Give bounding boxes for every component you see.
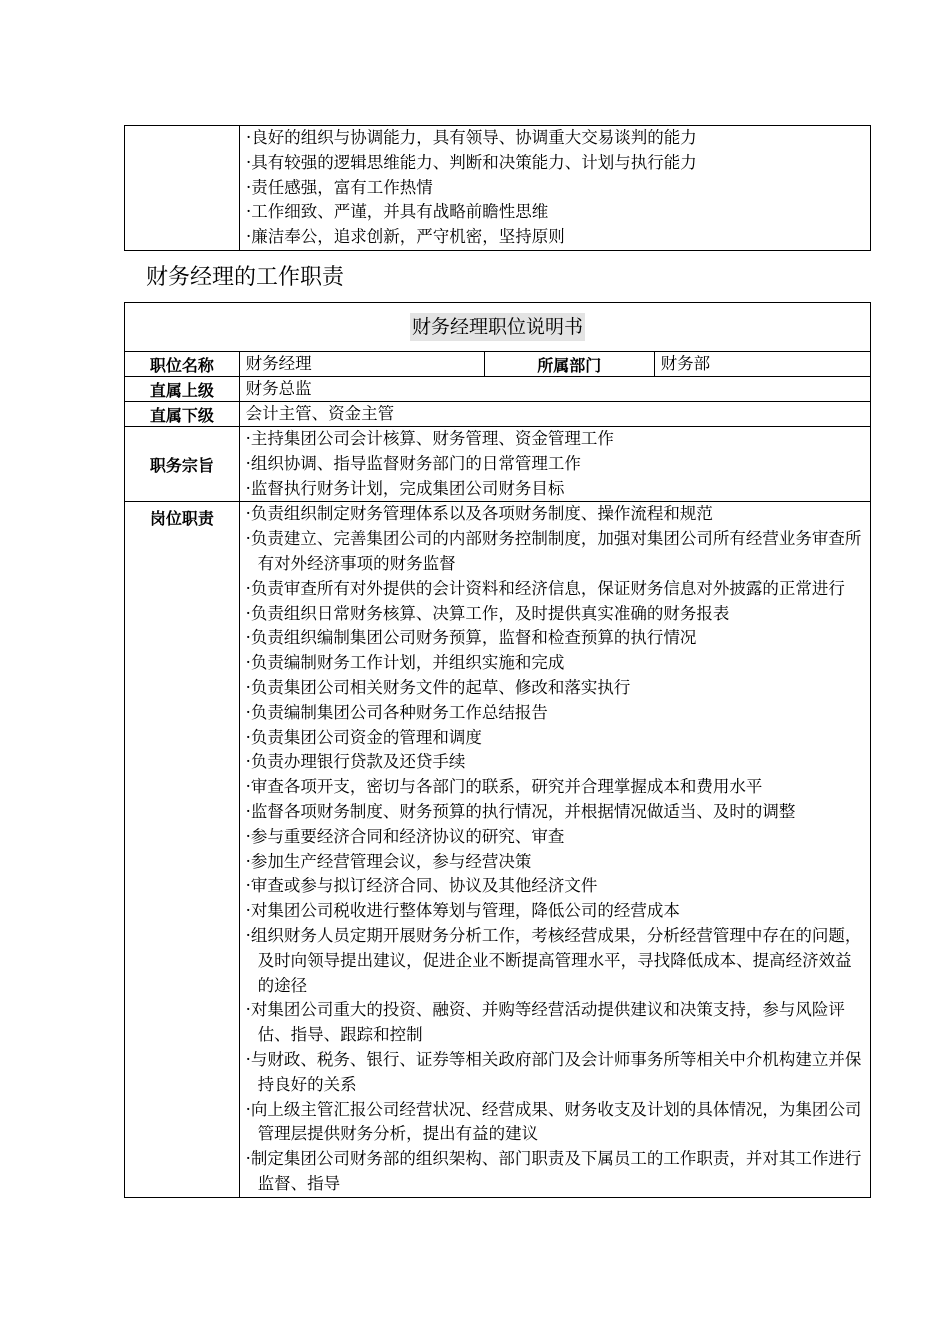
department-value: 财务部 [660, 354, 711, 373]
duties-list [239, 502, 870, 1197]
duties-label-cell [125, 502, 240, 1197]
duty-item: ·负责组织编制集团公司财务预算，监督和检查预算的执行情况 [245, 628, 697, 648]
subordinate-label-cell [125, 402, 240, 427]
duty-item: ·与财政、税务、银行、证券等相关政府部门及会计师事务所等相关中介机构建立并保持良好的关系 [245, 1049, 862, 1094]
doc-title-cell [125, 303, 871, 352]
duty-item: ·监督各项财务制度、财务预算的执行情况，并根据情况做适当、及时的调整 [245, 801, 796, 821]
duty-item: ·审查或参与拟订经济合同、协议及其他经济文件 [245, 876, 598, 896]
department-label-cell [484, 352, 654, 377]
duty-item: ·负责集团公司资金的管理和调度 [245, 727, 482, 747]
position-value: 财务经理 [245, 354, 312, 373]
position-label-cell [125, 352, 240, 377]
superior-label-cell [125, 377, 240, 402]
qualification-item: ·责任感强，富有工作热情 [246, 177, 433, 197]
purpose-item: ·组织协调、指导监督财务部门的日常管理工作 [245, 453, 581, 473]
qualifications-list [240, 126, 871, 251]
duty-item: ·负责审查所有对外提供的会计资料和经济信息，保证财务信息对外披露的正常进行 [245, 578, 845, 598]
duty-item: ·制定集团公司财务部的组织架构、部门职责及下属员工的工作职责，并对其工作进行监督、指导 [245, 1149, 862, 1193]
qualification-item: ·工作细致、严谨，并具有战略前瞻性思维 [246, 202, 549, 222]
duty-item: ·审查各项开支，密切与各部门的联系，研究并合理掌握成本和费用水平 [245, 777, 763, 797]
purpose-label-cell [125, 427, 240, 502]
qualification-item: ·廉洁奉公，追求创新，严守机密，坚持原则 [246, 227, 565, 247]
purpose-item: ·主持集团公司会计核算、财务管理、资金管理工作 [245, 429, 614, 448]
qualifications-label-cell [125, 126, 240, 251]
duty-item: ·向上级主管汇报公司经营状况、经营成果、财务收支及计划的具体情况，为集团公司管理层提供财务分析，提出有益的建议 [245, 1099, 862, 1144]
qualifications-table [124, 125, 871, 251]
doc-title: 财务经理职位说明书 [410, 313, 585, 341]
duty-item: ·负责组织制定财务管理体系以及各项财务制度、操作流程和规范 [245, 504, 713, 524]
qualification-item: ·良好的组织与协调能力，具有领导、协调重大交易谈判的能力 [246, 128, 697, 147]
department-label: 所属部门 [537, 355, 602, 375]
subordinate-value-cell [239, 402, 870, 427]
duty-item: ·对集团公司重大的投资、融资、并购等经营活动提供建议和决策支持，参与风险评估、指导、跟踪和控制 [245, 1000, 845, 1045]
duty-item: ·负责办理银行贷款及还贷手续 [245, 752, 466, 772]
duty-item: ·参与重要经济合同和经济协议的研究、审查 [245, 826, 565, 846]
purpose-list [239, 427, 870, 502]
duties-label: 岗位职责 [149, 509, 214, 529]
duty-item: ·组织财务人员定期开展财务分析工作，考核经营成果，分析经营管理中存在的问题，及时向领导提出建议，促进企业不断提高管理水平，寻找降低成本、提高经济效益的途径 [245, 925, 862, 995]
purpose-label: 职务宗旨 [149, 455, 214, 475]
purpose-item: ·监督执行财务计划，完成集团公司财务目标 [245, 478, 565, 498]
duty-item: ·对集团公司税收进行整体筹划与管理，降低公司的经营成本 [245, 901, 680, 921]
superior-value-cell [239, 377, 870, 402]
duty-item: ·负责编制集团公司各种财务工作总结报告 [245, 702, 548, 722]
duty-item: ·负责建立、完善集团公司的内部财务控制制度，加强对集团公司所有经营业务审查所有对外经济事项的财务监督 [245, 529, 862, 573]
duty-item: ·负责组织日常财务核算、决算工作，及时提供真实准确的财务报表 [245, 603, 730, 623]
qualification-item: ·具有较强的逻辑思维能力、判断和决策能力、计划与执行能力 [246, 152, 697, 172]
duty-item: ·负责编制财务工作计划，并组织实施和完成 [245, 653, 565, 673]
section-heading: 财务经理的工作职责 [146, 265, 345, 290]
department-value-cell [654, 352, 870, 377]
superior-value: 财务总监 [245, 379, 312, 398]
subordinate-label: 直属下级 [149, 405, 214, 425]
superior-label: 直属上级 [149, 380, 214, 400]
position-value-cell [239, 352, 484, 377]
position-label: 职位名称 [149, 355, 214, 375]
duty-item: ·负责集团公司相关财务文件的起草、修改和落实执行 [245, 677, 631, 697]
job-description-table [124, 302, 871, 1198]
duty-item: ·参加生产经营管理会议，参与经营决策 [245, 851, 532, 871]
subordinate-value: 会计主管、资金主管 [245, 404, 395, 423]
